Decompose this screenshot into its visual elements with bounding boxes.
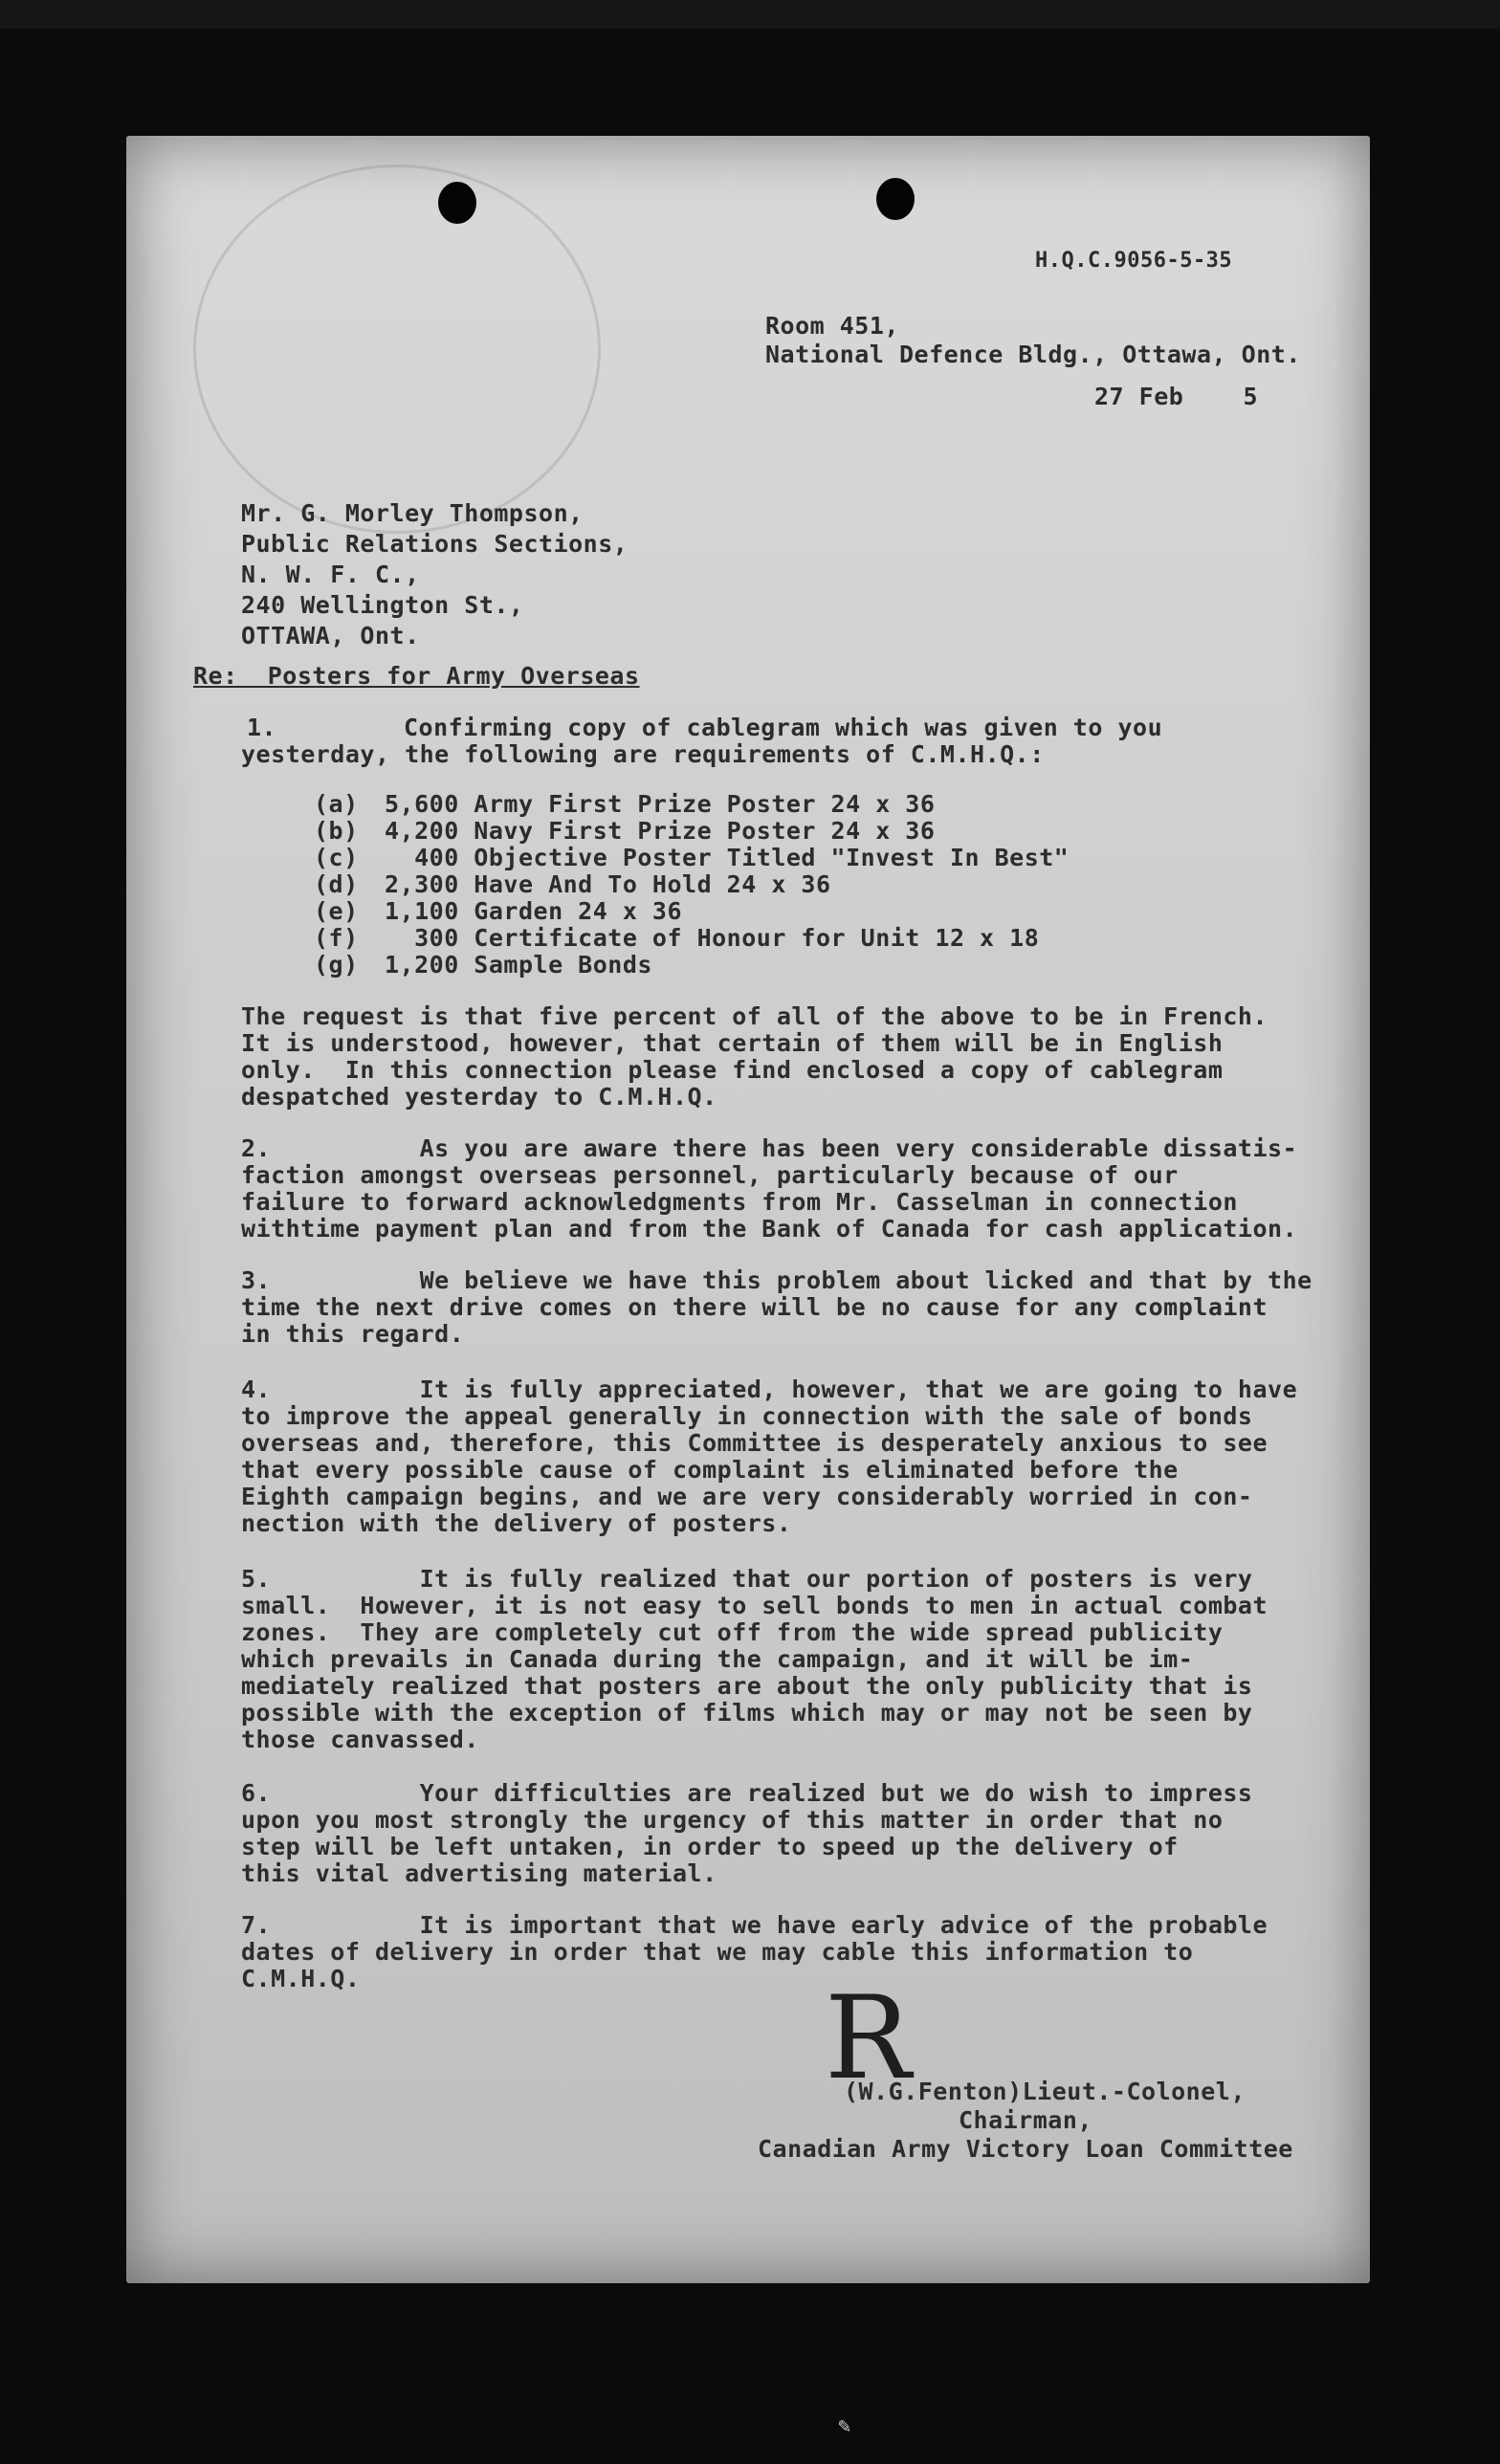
list-item-letter: (a) [314,790,359,818]
letter-date: 27 Feb 5 [1094,383,1259,410]
paragraph-line: this vital advertising material. [241,1859,717,1887]
scan-mark: ✎ [838,2414,851,2438]
list-item-letter: (g) [314,951,359,979]
paragraph-line: despatched yesterday to C.M.H.Q. [241,1083,717,1111]
paragraph-line: 7. It is important that we have early advice of the probable [241,1911,1268,1939]
paragraph-line: to improve the appeal generally in connection with the sale of bonds [241,1402,1253,1430]
signatory-title: Chairman, [959,2106,1092,2134]
list-item: 2,300 Have And To Hold 24 x 36 [385,870,831,898]
punch-hole [876,178,915,220]
paragraph-line: faction amongst overseas personnel, particularly because of our [241,1161,1179,1189]
recipient-line: 240 Wellington St., [241,591,524,619]
paragraph-line: zones. They are completely cut off from the wide spread publicity [241,1618,1224,1646]
list-item-letter: (c) [314,844,359,871]
paragraph-line: nection with the delivery of posters. [241,1509,792,1537]
paragraph-line: 2. As you are aware there has been very considerable dissatis- [241,1134,1298,1162]
recipient-line: Mr. G. Morley Thompson, [241,499,584,527]
paragraph-line: in this regard. [241,1320,465,1348]
handwritten-initial: R [825,1972,912,2105]
file-reference: H.Q.C.9056-5-35 [1035,249,1233,273]
sender-address: National Defence Bldg., Ottawa, Ont. [765,341,1301,368]
paragraph-line: Confirming copy of cablegram which was given to you [404,714,1163,741]
paragraph-line: only. In this connection please find enclosed a copy of cablegram [241,1056,1224,1084]
paragraph-line: 5. It is fully realized that our portion of posters is very [241,1565,1253,1593]
list-item: 1,200 Sample Bonds [385,951,652,979]
list-item-letter: (f) [314,924,359,952]
paragraph-line: 4. It is fully appreciated, however, that we are going to have [241,1375,1298,1403]
paragraph-line: failure to forward acknowledgments from Mr. Casselman in connection [241,1188,1238,1216]
paragraph-line: 3. We believe we have this problem about licked and that by the [241,1266,1312,1294]
paragraph-line: possible with the exception of films which may or may not be seen by [241,1699,1253,1727]
letter-page [126,136,1370,2283]
subject-line: Re: Posters for Army Overseas [193,662,640,690]
paragraph-line: step will be left untaken, in order to speed up the delivery of [241,1833,1179,1860]
paragraph-line: 6. Your difficulties are realized but we do wish to impress [241,1779,1253,1807]
paragraph-line: withtime payment plan and from the Bank of Canada for cash application. [241,1215,1298,1243]
list-item-letter: (e) [314,897,359,925]
signatory-committee: Canadian Army Victory Loan Committee [758,2135,1293,2163]
room-number: Room 451, [765,312,899,340]
paragraph-line: yesterday, the following are requirements of C.M.H.Q.: [241,740,1045,768]
signatory-name: (W.G.Fenton)Lieut.-Colonel, [844,2078,1246,2105]
faded-stamp [193,165,601,534]
list-item: 400 Objective Poster Titled "Invest In Best" [385,844,1070,871]
paragraph-line: which prevails in Canada during the campaign, and it will be im- [241,1645,1194,1673]
recipient-line: OTTAWA, Ont. [241,622,420,649]
paragraph-line: mediately realized that posters are about the only publicity that is [241,1672,1253,1700]
paragraph-line: upon you most strongly the urgency of this matter in order that no [241,1806,1224,1834]
paragraph-line: The request is that five percent of all of the above to be in French. [241,1002,1268,1030]
recipient-line: N. W. F. C., [241,561,420,588]
paragraph-line: It is understood, however, that certain of them will be in English [241,1029,1224,1057]
paragraph-line: C.M.H.Q. [241,1965,361,1992]
paragraph-line: overseas and, therefore, this Committee is desperately anxious to see [241,1429,1268,1457]
list-item: 5,600 Army First Prize Poster 24 x 36 [385,790,936,818]
list-item-letter: (d) [314,870,359,898]
recipient-line: Public Relations Sections, [241,530,629,558]
paragraph-line: time the next drive comes on there will be no cause for any complaint [241,1293,1268,1321]
paragraph-line: those canvassed. [241,1726,479,1753]
film-edge [0,0,1500,29]
paragraph-line: small. However, it is not easy to sell bonds to men in actual combat [241,1592,1268,1619]
paragraph-number: 1. [247,714,277,741]
list-item: 1,100 Garden 24 x 36 [385,897,683,925]
paragraph-line: that every possible cause of complaint is eliminated before the [241,1456,1179,1484]
paragraph-line: dates of delivery in order that we may cable this information to [241,1938,1194,1966]
list-item: 4,200 Navy First Prize Poster 24 x 36 [385,817,936,845]
list-item-letter: (b) [314,817,359,845]
paragraph-line: Eighth campaign begins, and we are very considerably worried in con- [241,1483,1253,1510]
list-item: 300 Certificate of Honour for Unit 12 x 18 [385,924,1040,952]
